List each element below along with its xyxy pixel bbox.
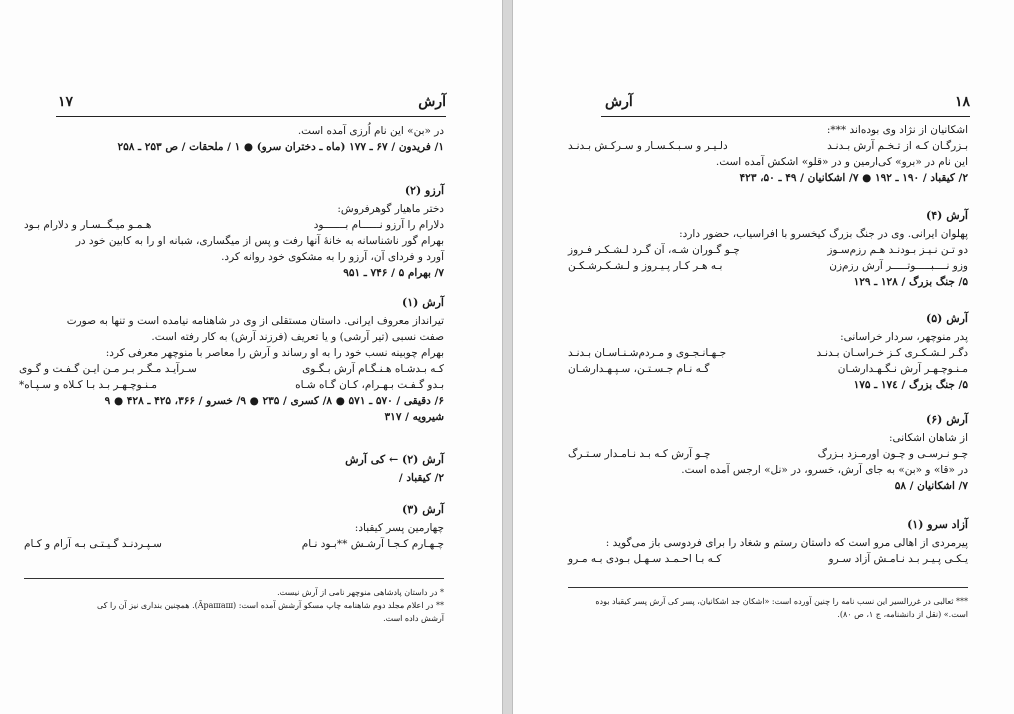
- header-rule: [601, 116, 970, 117]
- hemistich: سـپـردنـد گـیـتـی بـه آرام و کـام: [24, 538, 162, 550]
- verse-line: [568, 242, 968, 258]
- verse-line: [24, 217, 444, 233]
- footnote: * در داستان پادشاهی منوچهر نامی از آرش نیست.: [277, 588, 444, 597]
- header-rule: [56, 116, 446, 117]
- source-reference: شیرویه / ۳۱۷: [384, 411, 444, 423]
- entry-azad-sarv-1: [568, 517, 968, 567]
- entry-description: پهلوان ایرانی. وی در جنگ بزرگ کیخسرو با افراسیاب، حضور دارد:: [679, 228, 968, 240]
- footnote: آرشش داده است.: [383, 614, 444, 623]
- source-reference: ۷/ بهرام ۵ / ۷۴۶ ـ ۹۵۱: [343, 267, 444, 279]
- source-reference: ۱/ فریدون / ۶۷ ـ ۱۷۷ (ماه ـ دختران سرو) ● ۱ / ملحقات / ص ۲۵۳ ـ ۲۵۸: [117, 141, 444, 153]
- footnote: ** در اعلام مجلد دوم شاهنامه چاپ مسکو آرشش آمده است: (Āpaшаш). همچنین بنداری نیز آن را کی: [96, 601, 444, 610]
- verse-line: [568, 551, 968, 567]
- verse-line: [568, 345, 968, 361]
- source-reference: ۵/ جنگ بزرگ / ۱۷٤ ـ ۱۷۵: [853, 379, 968, 391]
- footnote: است.» (نقل از دانشنامه، ج ۱، ص ۸۰).: [837, 610, 968, 619]
- entry-intro: [568, 122, 968, 186]
- entry-title: آرش (۱): [402, 296, 444, 309]
- entry-title: آرزو (۲): [404, 184, 444, 197]
- verse-line: [568, 258, 968, 274]
- paragraph-line: تیرانداز معروف ایرانی. داستان مستقلی از وی در شاهنامه نیامده است و تنها به صورت: [66, 315, 444, 327]
- paragraph-line: صفت نسبی (تیر آرشی) و یا تعریف (فرزند آرش) به کار رفته است.: [151, 331, 444, 343]
- hemistich: چـو گـوران شـه، آن گـرد لـشـکـر فـروز: [568, 244, 740, 256]
- running-header: آرش: [605, 94, 633, 110]
- entry-arash-4: [568, 208, 968, 290]
- paragraph-line: پیرمردی از اهالی مرو است که داستان رستم و شغاد را برای فردوسی باز می‌گوید :: [605, 537, 968, 549]
- hemistich: مـنـوچـهـر آرش نـگـهـدارشـان: [837, 363, 968, 375]
- entry-description: پدر منوچهر، سردار خراسانی:: [840, 331, 968, 343]
- source-reference: ۲/ کیقباد /: [398, 472, 444, 484]
- hemistich: کـه بـدشـاه هـنـگـام آرش بـگـوی: [302, 363, 444, 375]
- entry-title: آرش (۳): [402, 503, 444, 516]
- entry-title: آرش (۴): [926, 209, 968, 222]
- footnote: *** ثعالبی در غررالسیر این نسب نامه را چنین آورده است: «اشکان جد اشکانیان، پسر کی آرش پسر کیقباد بوده: [595, 597, 968, 606]
- verse-line: [568, 361, 968, 377]
- paragraph-line: بهرام گور ناشناسانه به خانهٔ آنها رفت و پس از میگساری، شبانه او را به کابین خود در: [75, 235, 444, 247]
- hemistich: گـه نـام جـسـتـن، سـپـهـدارشـان: [568, 363, 710, 375]
- entry-description: چهارمین پسر کیقباد:: [354, 522, 444, 534]
- source-reference: ۵/ جنگ بزرگ / ۱۲۸ ـ ۱۲۹: [853, 276, 968, 288]
- left-page: [0, 0, 503, 714]
- right-page: [512, 0, 1014, 714]
- entry-title: آزاد سرو (۱): [907, 518, 968, 531]
- entry-arzu-2: [24, 183, 444, 281]
- entry-title: آرش (۶): [926, 413, 968, 426]
- hemistich: چـو آرش کـه بـد نـامـدار سـتـرگ: [568, 448, 711, 460]
- entry-intro: [24, 123, 444, 155]
- hemistich: دو تـن نـیـز بـودنـد هـم رزم‌سـوز: [827, 244, 968, 256]
- hemistich: دلارام را آرزو نــــــام بـــــــود: [313, 219, 444, 231]
- entry-arash-3: [24, 502, 444, 552]
- hemistich: بـدو گـفـت بـهـرام، کـان گـاه شـاه: [295, 379, 444, 391]
- entry-description: از شاهان اشکانی:: [888, 432, 968, 444]
- entry-arash-1: [19, 295, 444, 425]
- hemistich: چـهـارم کـجـا آرشـش **بـود نـام: [301, 538, 444, 550]
- hemistich: چـو نـرسـی و چـون اورمـزد بـزرگ: [817, 448, 968, 460]
- entry-arash-2: [24, 452, 444, 486]
- footnotes: [24, 586, 444, 625]
- hemistich: کـه بـا احـمـد سـهـل بـودی بـه مـرو: [568, 553, 722, 565]
- hemistich: دگـر لـشـکـری کـز خـراسـان بـدنـد: [816, 347, 968, 359]
- entry-arash-5: [568, 311, 968, 393]
- source-reference: ۷/ اشکانیان / ۵۸: [894, 480, 968, 492]
- paragraph-line: در «قا» و «بن» به جای آرش، خسرو، در «نل» ارجس آمده است.: [681, 464, 968, 476]
- hemistich: یـکـی پـیـر بـد نـامـش آزاد سـرو: [828, 553, 968, 565]
- verse-line: [24, 536, 444, 552]
- paragraph-line: این نام در «برو» کی‌ارمین و در «قلو» اشکش آمده است.: [715, 156, 968, 168]
- hemistich: هـمـو میـگــسـار و دلارام بـود: [24, 219, 152, 231]
- footnote-rule: [568, 587, 968, 588]
- footnote-rule: [24, 578, 444, 579]
- paragraph-line: بهرام چوبینه نسب خود را به او رساند و آرش را معاصر با منوچهر معرفی کرد:: [105, 347, 444, 359]
- hemistich: بـزرگـان کـه از تـخـم آرش بـدنـد: [827, 140, 968, 152]
- entry-title: آرش (۵): [926, 312, 968, 325]
- hemistich: سـرآیـد مـگـر بـر مـن ایـن گـفـت و گـوی: [19, 363, 197, 375]
- verse-line: [568, 138, 968, 154]
- hemistich: جـهـانـجـوی و مـردم‌شـنـاسـان بـدنـد: [568, 347, 727, 359]
- entry-description: دختر ماهیار گوهرفروش:: [337, 203, 444, 215]
- intro-line: در «بن» این نام اُرزی آمده است.: [297, 125, 444, 137]
- entry-title: آرش (۲) ← کی آرش: [345, 453, 444, 466]
- footnotes: [568, 595, 968, 621]
- page-number: ۱۷: [58, 94, 74, 110]
- paragraph-line: آورد و فردای آن، آرزو را به مشکوی خود روانه کرد.: [221, 251, 444, 263]
- hemistich: وزو نــــبـــــوتـــــر آرش رزم‌زن: [829, 260, 968, 272]
- source-reference: ۶/ دقیقی / ۵۷۰ ـ ۵۷۱ ● ۸/ کسری / ۲۳۵ ● ۹/ خسرو / ۳۶۶، ۴۲۵ ـ ۴۲۸ ● ۹: [104, 395, 444, 407]
- entry-arash-6: [568, 412, 968, 494]
- hemistich: دلـیـر و سـبـکـسـار و سـرکـش بـدنـد: [568, 140, 728, 152]
- hemistich: مـنـوچـهـر بـد بـا کـلاه و سـپـاه*: [19, 379, 158, 391]
- intro-line: اشکانیان از نژاد وی بوده‌اند ***:: [826, 124, 968, 136]
- verse-line: [568, 446, 968, 462]
- verse-line: [19, 377, 444, 393]
- source-reference: ۲/ کیقباد / ۱۹۰ ـ ۱۹۲ ● ۷/ اشکانیان / ۴۹ ـ ۵۰، ۴۲۳: [739, 172, 968, 184]
- verse-line: [19, 361, 444, 377]
- hemistich: بـه هـر کـار پـیـروز و لـشـکـرشـکـن: [568, 260, 723, 272]
- page-number: ۱۸: [954, 94, 970, 110]
- running-header: آرش: [418, 94, 446, 110]
